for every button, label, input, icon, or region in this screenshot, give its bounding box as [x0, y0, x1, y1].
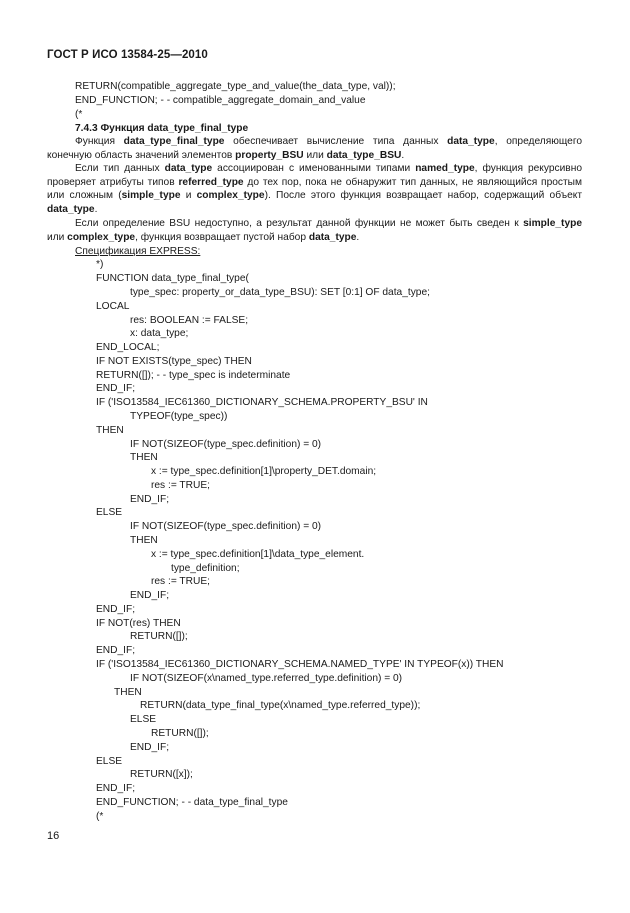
code-line: END_IF; — [96, 645, 136, 656]
code-line: x: data_type; — [130, 328, 189, 339]
page-number: 16 — [47, 830, 60, 842]
code-line: type_definition; — [171, 563, 240, 574]
code-line: RETURN([]); — [130, 631, 188, 642]
code-line: END_IF; — [96, 383, 136, 394]
code-line: IF ('ISO13584_IEC61360_DICTIONARY_SCHEMA.PROPERTY_BSU' IN — [96, 397, 428, 408]
code-line: THEN — [130, 535, 158, 546]
code-line: END_LOCAL; — [96, 342, 160, 353]
code-line: FUNCTION data_type_final_type( — [96, 273, 249, 284]
code-line: res := TRUE; — [151, 576, 210, 587]
document-header: ГОСТ Р ИСО 13584-25—2010 — [47, 49, 208, 61]
code-line: THEN — [130, 452, 158, 463]
code-line: IF NOT(SIZEOF(type_spec.definition) = 0) — [130, 521, 322, 532]
code-line: res: BOOLEAN := FALSE; — [130, 315, 249, 326]
code-line: RETURN([]); - - type_spec is indeterminate — [96, 370, 291, 381]
code-line: IF ('ISO13584_IEC61360_DICTIONARY_SCHEMA.NAMED_TYPE' IN TYPEOF(x)) THEN — [96, 659, 504, 670]
code-line: END_IF; — [130, 494, 170, 505]
code-line: THEN — [114, 687, 142, 698]
code-line: ELSE — [96, 507, 123, 518]
section-heading: 7.4.3 Функция data_type_final_type — [75, 123, 249, 134]
code-line: END_FUNCTION; - - compatible_aggregate_domain_and_value — [75, 95, 366, 106]
spec-label: Спецификация EXPRESS: — [75, 246, 201, 257]
code-line: RETURN(compatible_aggregate_type_and_value(the_data_type, val)); — [75, 81, 396, 92]
code-line: THEN — [96, 425, 124, 436]
code-line: END_IF; — [130, 590, 170, 601]
code-line: res := TRUE; — [151, 480, 210, 491]
code-line: RETURN(data_type_final_type(x\named_type.referred_type)); — [140, 700, 421, 711]
code-line: ELSE — [130, 714, 157, 725]
code-line: IF NOT(SIZEOF(type_spec.definition) = 0) — [130, 439, 322, 450]
code-line: END_FUNCTION; - - data_type_final_type — [96, 797, 288, 808]
code-line: RETURN([x]); — [130, 769, 193, 780]
code-line: IF NOT(res) THEN — [96, 618, 181, 629]
paragraph-3: Если определение BSU недоступно, а результат данной функции не может быть сведен к simple_type или complex_type, функция возвращает пустой набор data_type. — [47, 218, 582, 243]
code-line: TYPEOF(type_spec)) — [130, 411, 228, 422]
code-line: END_IF; — [96, 604, 136, 615]
paragraph-1: Функция data_type_final_type обеспечивает вычисление типа данных data_type, определяющего конечную область значений элементов property_BSU или data_type_BSU. — [47, 136, 582, 161]
code-line: x := type_spec.definition[1]\property_DET.domain; — [151, 466, 377, 477]
code-line: IF NOT(SIZEOF(x\named_type.referred_type.definition) = 0) — [130, 673, 403, 684]
code-line: LOCAL — [96, 301, 130, 312]
code-line: END_IF; — [130, 742, 170, 753]
code-line: IF NOT EXISTS(type_spec) THEN — [96, 356, 252, 367]
code-line: (* — [96, 811, 104, 822]
code-line: END_IF; — [96, 783, 136, 794]
code-line: (* — [75, 109, 83, 120]
code-line: x := type_spec.definition[1]\data_type_element. — [151, 549, 365, 560]
code-line: ELSE — [96, 756, 123, 767]
code-line: RETURN([]); — [151, 728, 209, 739]
paragraph-2: Если тип данных data_type ассоциирован с именованными типами named_type, функция рекурсивно проверяет атрибуты типов referred_type до тех пор, пока не обнаружит тип данных, не являющийся простым или сложным (simple_type и complex_type). После этого функция возвращает набор, содержащий объект data_type. — [47, 163, 583, 215]
code-line: type_spec: property_or_data_type_BSU): SET [0:1] OF data_type; — [130, 287, 430, 298]
code-line: *) — [96, 259, 104, 270]
